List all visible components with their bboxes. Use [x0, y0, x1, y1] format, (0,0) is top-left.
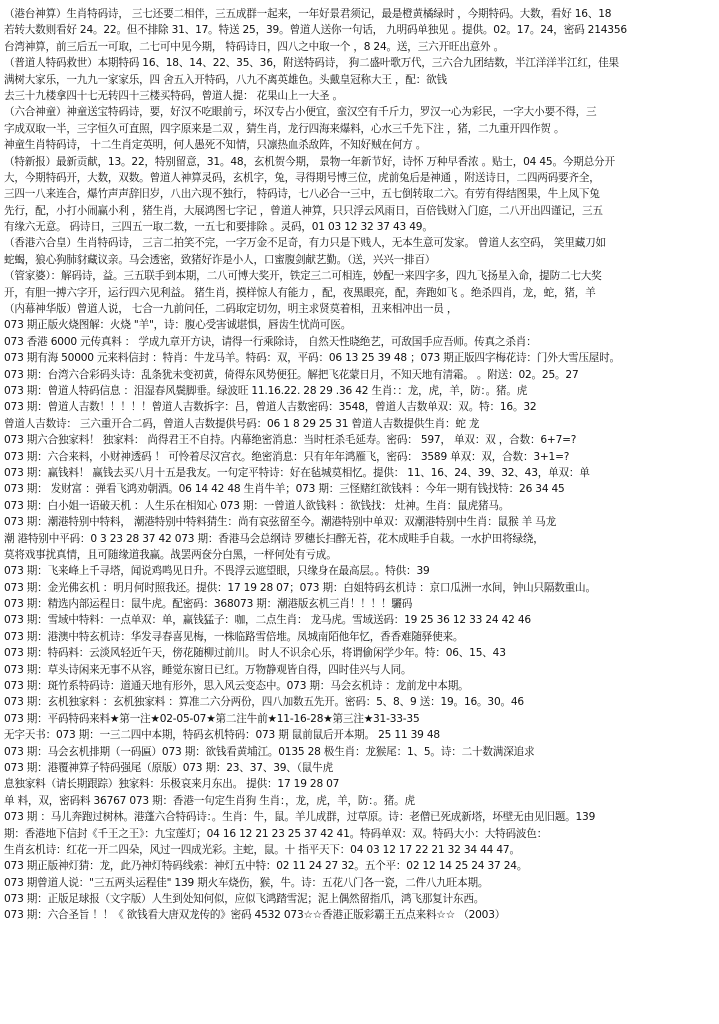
text-line: 073 期正版神灯猜：龙，此乃神灯特码线索：神灯五中特：02 11 24 27 32。五个平：02 12 14 25 24 37 24。	[4, 860, 528, 873]
text-line: （内幕神华版）曾道人说， 七合一九前问任，二码取定切勿，明主求贤莫着相，丑来相冲出一员 ，	[4, 303, 458, 316]
text-line: 单 料，双，密码料 36767 073 期：香港一句定生肖狗 生肖：，龙，虎，羊，防：。猪。虎	[4, 794, 415, 807]
text-line: 先行，配，小打小闹赢小利 ，猪生肖，大展鸿图七字记 ，曾道人神算，只只浮云风雨日，百倍钱财入门庭，二八开出四谨记，三五	[4, 204, 603, 217]
text-line: 073 期六合独家料！ 独家料： 尚得君王不自持。内幕绝密消息：当时枉杀毛延寿。密码： 597， 单双：双 ，合数：6+7=?	[4, 434, 577, 447]
text-line: 莫将戏事扰真情，且可随缘道我赢。战罢两奁分白黑，一枰何处有亏成。	[4, 548, 337, 561]
text-line: 073 期：金光佛玄机 ：明月何时照我还。提供：17 19 28 07；073 期：白姐特码玄机诗 ：京口瓜洲一水间，钟山只隔数重山。	[4, 581, 596, 594]
text-line: 大，今期特码开，大数，双数。曾道人神算灵码，玄机字，兔，寻得期号博三位，虎前兔后是神通 ，附送诗日，二四两码要齐全，	[4, 171, 600, 184]
text-line: 073 期：特码料：云淡风轻近午天，傍花随柳过前川。 时人不识余心乐，将谓偷闲学少年。特：06、15、43	[4, 647, 506, 660]
text-line: 字成双取一半，三字恒久可直照，四字原来是二双 ，猜生肖，龙行四海来爆料，心水三千先下注 ，猪，二九重开四作贺 。	[4, 122, 565, 135]
text-line: 073 期：正版足球报（文字版）人生到处知何似，应似飞鸿踏雪泥；泥上偶然留指爪，鸿飞那复计东西。	[4, 893, 485, 906]
text-line: 蛇蝎，狼心狗肺豺藏议亲。马会透密，致猪好诈是小人，口蜜腹剑献艺勤。（送，兴兴一排百）	[4, 253, 436, 266]
text-line: （港台神算）生肖特码诗， 三七还要二相伴，三五成群一起来，一年好景君须记，最是橙黄橘绿时 ，今期特码。大数，看好 16、18	[4, 8, 612, 20]
text-line: 生肖玄机诗：红花一开二四朵，风过一四成光彩。主蛇，鼠。十 指平天下：04 03 12 17 22 21 32 34 44 47。	[4, 843, 520, 856]
text-line: 073 期：精选内部运程日：鼠牛虎。配密码：368073 期：潮港版玄机三肖！！！！驪码	[4, 598, 413, 611]
text-line: （六合神童）神童送宝特码诗，要，好汉不吃眼前亏，坏汉专占小便宜，蛮汉空有千斤力，罗汉一心为彩民，一字大小要不得，三	[4, 106, 597, 119]
text-line: 073 期：六合圣旨 ！！《 欲钱看大唐双龙传的》密码 4532 073☆☆香港正版彩霸王五点来料☆☆ （2003）	[4, 909, 506, 922]
text-line: 若转大数则看好 24。22。但不排除 31、17。特送 25，39。曾道人送你一句话， 九明码单独见 。提供。02。17。24，密码 214356	[4, 24, 627, 37]
text-line: 073 期：玄机独家料 ：玄机独家料 ：算准二六分两份，四八加数五先开。密码：5、8、9 送：19。16。30。46	[4, 696, 524, 709]
text-line: 期：香港地下信封《千王之王》：九宝莲灯；04 16 12 21 23 25 37 42 41。特码单双：双。特码大小：大特码波色：	[4, 827, 548, 840]
text-line: 073 期：六合来料，小财神透码 ！ 可怜着尽汉宫衣。绝密消息：只有年年鸿雁飞，密码： 3589 单双：双，合数：3+1=?	[4, 450, 570, 463]
document-text-block	[4, 6, 715, 924]
text-line: 073 期：赢钱料！ 赢钱去买八月十五是我友。一句定平特诗：好在毡城莫相忆。提供： 11、16、24、39、32、43，单双：单	[4, 466, 590, 479]
text-line: 073 期：白小姐一语破天机 ：人生乐在相知心 073 期：一曾道人欲钱料 ：欲钱找： 灶神。生肖：鼠虎猪马。	[4, 499, 510, 512]
text-line: （香港六合皇）生肖特码诗， 三言二拍笑不完，一字万金不足奇，有力只是下贱人，无本生意可发家。 曾道人玄空码， 笑里藏刀如	[4, 237, 606, 250]
text-line: 满树大家乐，一九九一家家乐，四 舍五入开特码，八九不离英雄色。头戴皇冠称大王 ，配：欲钱	[4, 73, 447, 86]
text-line: 曾道人吉数诗： 三六重开合二码，曾道人吉数提供号码：06 1 8 29 25 31 曾道人吉数提供生肖：蛇 龙	[4, 417, 480, 430]
text-line: 073 期：台湾六合彩码头诗：乱条犹未变初黄，倚得东风势便狂。解把飞花蒙日月，不知天地有清霜。 。附送：02。25。27	[4, 368, 579, 381]
text-line: 073 期：斑竹系特码诗：道通天地有形外，思入风云变态中。073 期：马会玄机诗 ：龙前龙中本期。	[4, 680, 469, 693]
text-line: 无字天书：073 期：一三二四中本期，特码玄机特码：073 期 鼠前鼠后开本期。 25 11 39 48	[4, 729, 440, 742]
text-line: 073 期：雪域中特料：一点单双：单，赢钱猛子：咖，二点生肖： 龙马虎。雪域送码：19 25 36 12 33 24 42 46	[4, 614, 531, 627]
text-line: （管家婆）：解码诗，益。三五联手到本期，二八可博大奖开，铁定三二可相连，妙配一来四字多，四九飞扬星入命，提防二七大奖	[4, 270, 602, 283]
text-line: 073 期：潮港特别中特料， 潮港特别中特料猜生：尚有哀弦留至今。潮港特别中单双：双潮港特别中生肖：鼠猴 羊 马龙	[4, 516, 556, 529]
text-line: 073 期：飞来峰上千寻塔，闻说鸡鸣见日升。不畏浮云遮望眼，只缘身在最高层。。特供：39	[4, 565, 430, 578]
text-line: 073 期正版火烧图解：火烧 "羊"，诗：腹心受害诚堪惧，唇齿生忧尚可医。	[4, 319, 352, 332]
text-line: 073 期 ：马儿奔跑过树林。港蓬六合特码诗：。生肖：牛，鼠。羊儿成群，过草原。诗：老僧已死成新塔，坏壁无由见旧题。139	[4, 811, 596, 824]
text-line: 潮 港特别中平码：0 3 23 28 37 42 073 期：香港马会总纲诗 罗穗长扫醉无苔，花木成畦手自栽。一水护田将绿绕，	[4, 532, 544, 545]
text-line: 073 期：草头诗闲来无事不从容，睡觉东窗日已红。万物静观皆自得，四时佳兴与人同。	[4, 663, 412, 676]
text-line: 073 香港 6000 元传真料 ： 学成九章开方诀，请得一行乘除诗， 自然天性晓绝艺，可敌国手应吾师。传真之杀肖：	[4, 335, 537, 348]
text-line: 073 期：港覆神算子特码强尾（原版）073 期：23、37、39、（鼠牛虎	[4, 761, 333, 774]
text-line: （普道人特码救世）本期特码 16、18、14、22、35、36，附送特码诗， 狗二盛叶歌万代，三六合九团结数，半江洋洋半江红，佳果	[4, 57, 619, 70]
text-line: 神童生肖特码诗， 十二生肖定英明，何人愚死不知情，只凛热血杀敌阵，不知好贼在何方 。	[4, 139, 427, 152]
text-line: 073 期有海 50000 元来料信封 ：特肖：牛龙马羊。特码：双，平码：06 13 25 39 48 ；073 期正版四字梅花诗：门外大雪压屋时。	[4, 352, 620, 365]
text-line: 073 期：曾道人特码信息 ：泪湿春风鬓脚垂。绿波旺 11.16.22. 28 29 .36 42 生肖：：龙，虎，羊，防：。猪。虎	[4, 384, 528, 397]
text-line: 开，有胆一搏六字开，运行四六见利益。 猪生肖，摸样惊人有能力 ，配，夜黑眼亮，配，奔跑如飞 。绝杀四肖，龙，蛇，猪，羊	[4, 286, 596, 299]
text-line: 073 期：平码特码来料★第一注★02-05-07★第二注牛前★11-16-28★第三注★31-33-35	[4, 712, 420, 725]
text-line: 去三十九楼拿四十七无转四十三楼买特码，曾道人提： 花果山上一大圣 。	[4, 89, 343, 102]
text-line: 073 期曾道人说："三五两头运程佳" 139 期火车烧伤，猴，牛。诗：五花八门各一瓷，二件八九旺本期。	[4, 876, 489, 889]
text-line: 073 期：港澳中特玄机诗：华发寻春喜见梅，一株临路雪倍堆。凤城南陌他年忆，香香难随驿使来。	[4, 630, 464, 643]
text-line: 三四一八来连合，爆竹声声辞旧岁，八出六现不独行， 特码诗，七八必合一三中，五七倒转取二六。有劳有得结图果，牛上凤下兔	[4, 188, 600, 201]
text-line: （特新报）最新贡献，13。22，特别留意，31。48，玄机贺今期， 景物一年新节好，诗怀 万种早香浓 。贴士，04 45。今期总分开	[4, 155, 615, 168]
text-line: 台湾神算，前三后五一可取，二七可中见今期， 特码诗日，四八之中取一个 ，8 24。送，三六开旺出意外 。	[4, 40, 505, 53]
text-line: 息独家料（请长期跟踪）独家料：乐极哀来月东出。 提供：17 19 28 07	[4, 778, 340, 791]
text-line: 073 期：马会玄机排期（一码匾）073 期：欲钱看黄埔江。0135 28 极生肖：龙猴尾：1、5。诗：二十数满深追求	[4, 745, 535, 758]
text-line: 073 期：曾道人吉数！！！！！曾道人吉数拆字：吕，曾道人吉数密码：3548，曾道人吉数单双：双。特：16。32	[4, 401, 537, 414]
text-line: 有缘六无意。 码诗日，三四五一取二数，一五七和要排除 。灵码，01 03 12 32 37 43 49。	[4, 221, 433, 234]
text-line: 073 期： 发财富 ：弹看飞鸿劝朝酒。06 14 42 48 生肖牛羊；073 期：三怪赌红欲钱料 ：今年一期有钱找特：26 34 45	[4, 483, 565, 496]
